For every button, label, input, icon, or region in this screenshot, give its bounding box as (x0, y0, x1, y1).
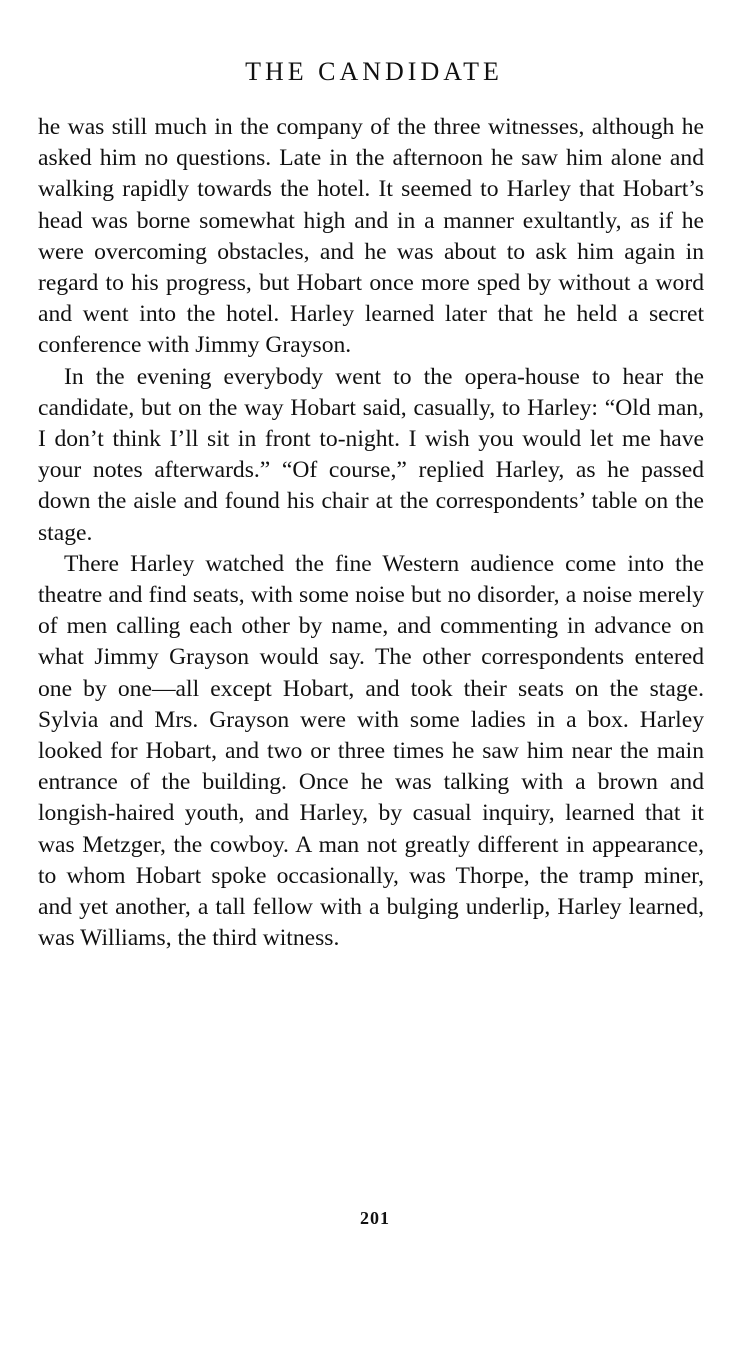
paragraph-2: In the evening everybody went to the opera-house to hear the candidate, but on the way Hobart said, casually, to Harley: “Old man, I don’t think I’ll sit in front to-night. I wish you would let me have your notes afterwards.” “Of course,” replied Harley, as he passed down the aisle and found his chair at the correspondents’ table on the stage. (38, 363, 704, 546)
book-page (38, 52, 704, 954)
paragraph-3: There Harley watched the fine Western audience come into the theatre and find seats, with some noise but no disorder, a noise merely of men calling each other by name, and commenting in advance on what Jimmy Grayson would say. The other correspondents entered one by one—all except Hobart, and took their seats on the stage. Sylvia and Mrs. Grayson were with some ladies in a box. Harley looked for Hobart, and two or three times he saw him near the main entrance of the building. Once he was talking with a brown and longish-haired youth, and Harley, by casual inquiry, learned that it was Metzger, the cowboy. A man not greatly different in appearance, to whom Hobart spoke occasionally, was Thorpe, the tramp miner, and yet another, a tall fellow with a bulging underlip, Harley learned, was Williams, the third witness. (38, 550, 704, 952)
running-head: THE CANDIDATE (245, 57, 503, 86)
page-number: 201 (360, 1208, 390, 1228)
body-text (38, 112, 704, 954)
paragraph-1: he was still much in the company of the three witnesses, although he asked him no questions. Late in the afternoon he saw him alone and walking rapidly towards the hotel. It seemed to Harley that Hobart’s head was borne somewhat high and in a manner exultantly, as if he were overcoming obstacles, and he was about to ask him again in regard to his progress, but Hobart once more sped by without a word and went into the hotel. Harley learned later that he held a secret conference with Jimmy Grayson. (38, 114, 704, 359)
